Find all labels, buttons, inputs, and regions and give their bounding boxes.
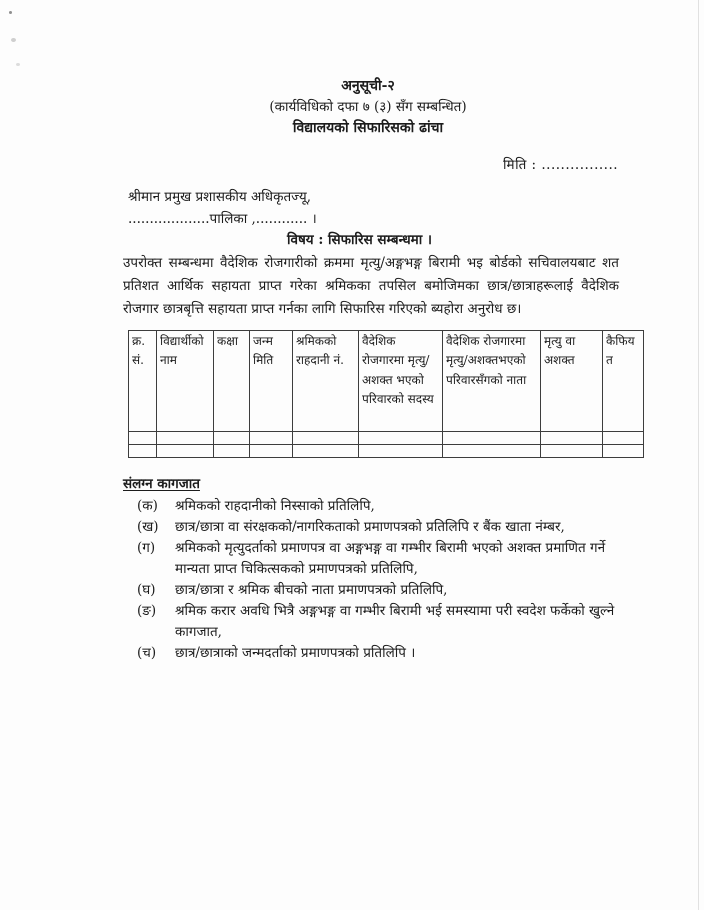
empty-cell — [359, 445, 443, 458]
col-birth-date: जन्म मिति — [250, 331, 293, 432]
attachment-item — [123, 580, 629, 601]
attachment-text: छात्र/छात्राको जन्मदर्ताको प्रमाणपत्रको प्रतिलिपि । — [175, 645, 416, 661]
attachment-item — [123, 517, 629, 538]
col-deceased-family-member: वैदेशिक रोजगारमा मृत्यु/अशक्त भएको परिवारको सदस्य — [359, 331, 443, 432]
document-header — [90, 76, 646, 139]
document-title: विद्यालयको सिफारिसको ढांचा — [292, 120, 444, 136]
empty-cell — [250, 432, 293, 445]
related-clause: (कार्यविधिको दफा ७ (३) सँग सम्बन्धित) — [269, 99, 467, 115]
scan-speck — [16, 63, 20, 66]
scan-speck — [11, 38, 16, 42]
attachment-label: (ख) — [137, 519, 159, 535]
empty-cell — [129, 445, 157, 458]
col-remarks: कैफियत — [603, 331, 644, 432]
attachment-label: (च) — [137, 645, 157, 661]
scan-speck — [9, 11, 12, 14]
empty-cell — [157, 445, 214, 458]
empty-cell — [293, 432, 359, 445]
attachment-text: श्रमिकको मृत्युदर्ताको प्रमाणपत्र वा अङ्गभङ्ग वा गम्भीर बिरामी भएको अशक्त प्रमाणित गर्ने मान्यता प्राप्त चिकित्सकको प्रमाणपत्रको प्रतिलिपि, — [175, 540, 606, 577]
col-class: कक्षा — [214, 331, 250, 432]
attachment-label: (ग) — [137, 540, 156, 556]
addressee-line: श्रीमान प्रमुख प्रशासकीय अधिकृतज्यू, — [128, 189, 311, 205]
table-empty-row — [129, 432, 644, 445]
empty-cell — [214, 432, 250, 445]
col-relation-with-family: वैदेशिक रोजगारमा मृत्यु/अशक्तभएको परिवारसँगको नाता — [443, 331, 541, 432]
col-worker-passport-no: श्रमिकको राहदानी नं. — [293, 331, 359, 432]
attachment-text: छात्र/छात्रा र श्रमिक बीचको नाता प्रमाणपत्रको प्रतिलिपि, — [175, 582, 448, 598]
scan-edge-line — [698, 0, 699, 910]
empty-cell — [443, 432, 541, 445]
attachment-text: श्रमिक करार अवधि भित्रै अङ्गभङ्ग वा गम्भीर बिरामी भई समस्यामा परी स्वदेश फर्केको खुल्ने कागजात, — [175, 603, 615, 640]
municipality-line: ...................पालिका ,............ । — [128, 211, 317, 227]
col-death-or-disabled: मृत्यु वा अशक्त — [541, 331, 603, 432]
recommendation-table — [128, 330, 644, 458]
attachment-item — [123, 601, 629, 643]
body-paragraph: उपरोक्त सम्बन्धमा वैदेशिक रोजगारीको क्रममा मृत्यु/अङ्गभङ्ग बिरामी भइ बोर्डको सचिवालयबाट शत प्रतिशत आर्थिक सहायता प्राप्त गरेका श्रमिकका तपसिल बमोजिमका छात्र/छात्राहरूलाई वैदेशिक रोजगार छात्रबृत्ति सहायता प्राप्त गर्नका लागि सिफारिस गरिएको ब्यहोरा अनुरोध छ। — [123, 255, 619, 317]
schedule-number: अनुसूची-२ — [341, 78, 395, 94]
subject-line: विषय : सिफारिस सम्बन्धमा । — [287, 232, 433, 248]
attachment-text: छात्र/छात्रा वा संरक्षकको/नागरिकताको प्रमाणपत्रको प्रतिलिपि र बैंक खाता नंम्बर, — [175, 519, 565, 535]
empty-cell — [129, 432, 157, 445]
attachment-item — [123, 643, 629, 664]
empty-cell — [603, 432, 644, 445]
attachment-text: श्रमिकको राहदानीको निस्साको प्रतिलिपि, — [175, 498, 375, 514]
table-header-row — [129, 331, 644, 432]
col-serial-number: क्र. सं. — [129, 331, 157, 432]
col-student-name: विद्यार्थीको नाम — [157, 331, 214, 432]
attachments-heading: संलग्न कागजात — [123, 476, 200, 492]
attachment-label: (क) — [137, 498, 158, 514]
attachments-list — [123, 496, 629, 664]
table-empty-row — [129, 445, 644, 458]
date-field: मिति : ................ — [503, 157, 619, 173]
empty-cell — [541, 445, 603, 458]
empty-cell — [157, 432, 214, 445]
attachment-item — [123, 496, 629, 517]
empty-cell — [541, 432, 603, 445]
empty-cell — [250, 445, 293, 458]
attachment-item — [123, 538, 629, 580]
empty-cell — [293, 445, 359, 458]
empty-cell — [214, 445, 250, 458]
empty-cell — [603, 445, 644, 458]
attachment-label: (ङ) — [137, 603, 157, 619]
attachment-label: (घ) — [137, 582, 156, 598]
empty-cell — [443, 445, 541, 458]
empty-cell — [359, 432, 443, 445]
